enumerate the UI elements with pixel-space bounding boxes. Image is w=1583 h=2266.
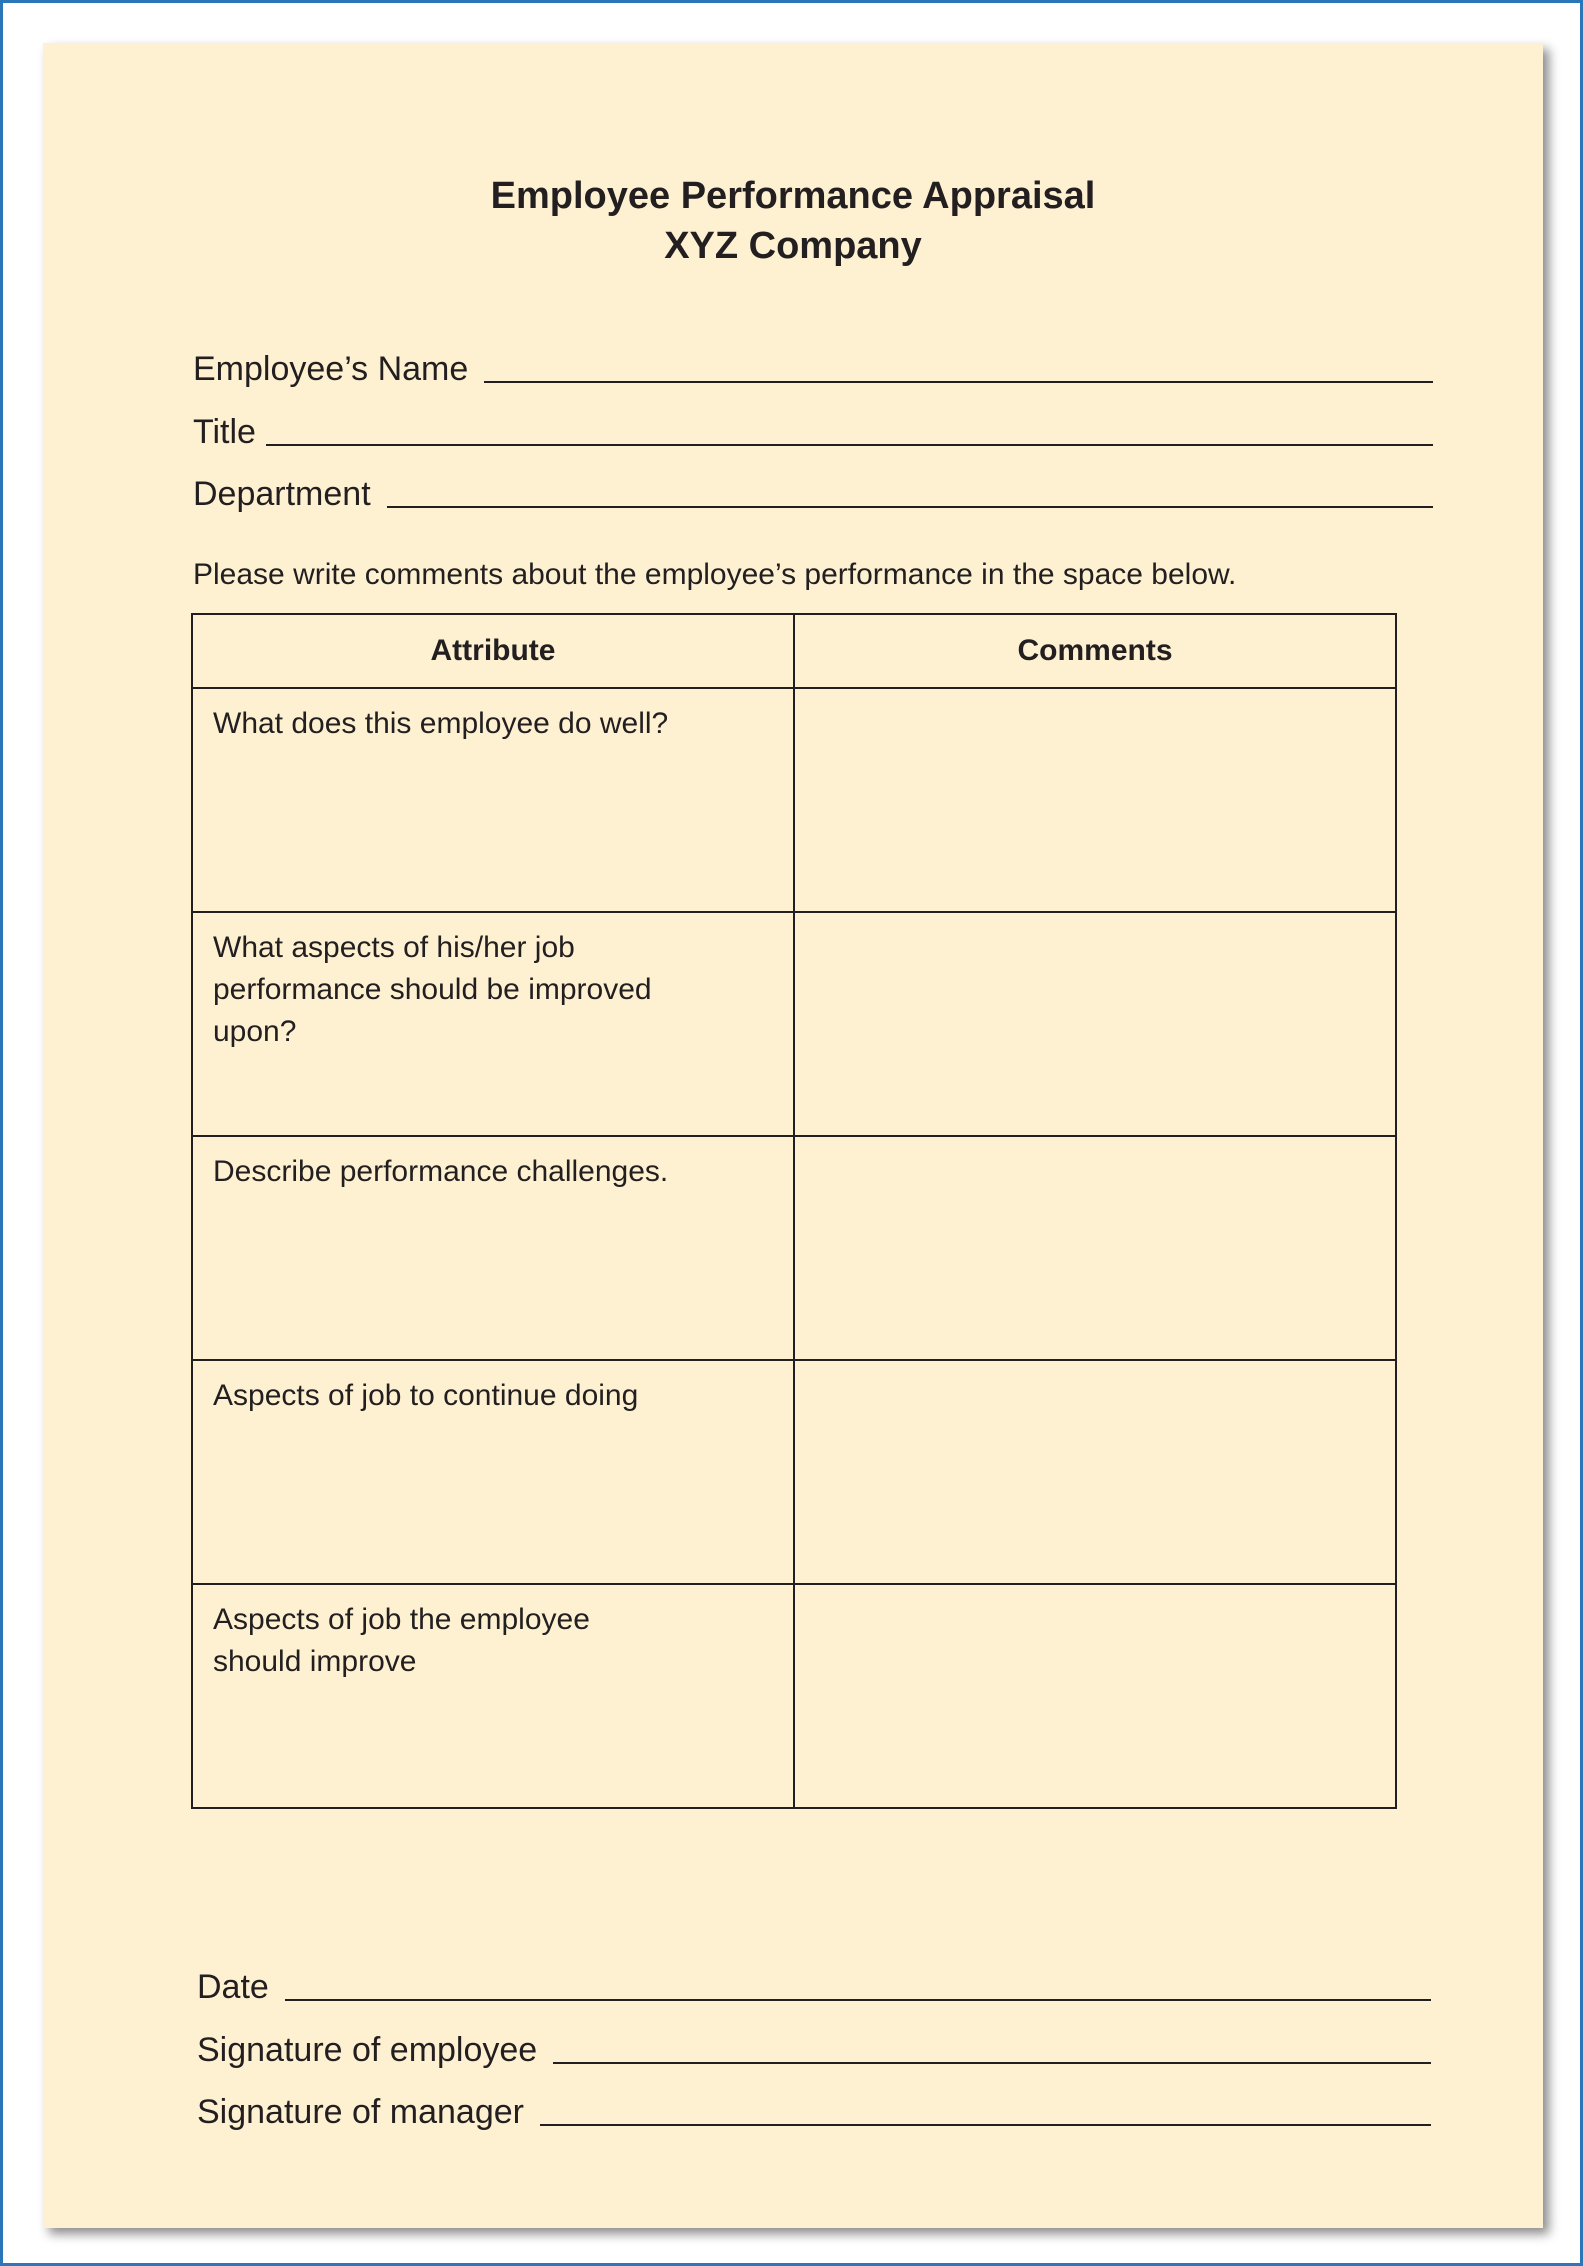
- form-sheet: [43, 43, 1543, 2228]
- form-title: Employee Performance Appraisal: [490, 175, 1096, 217]
- table-row: [192, 912, 1396, 1136]
- table-row: [192, 1584, 1396, 1808]
- department-line[interactable]: [387, 506, 1433, 508]
- column-header-comments: Comments: [794, 614, 1396, 688]
- date-field: [197, 1961, 1431, 2007]
- table-row: [192, 1136, 1396, 1360]
- date-label: Date: [197, 1968, 269, 2006]
- table-row: [192, 688, 1396, 912]
- date-line[interactable]: [285, 1999, 1431, 2001]
- department-field: [193, 468, 1433, 514]
- attribute-text: Aspects of job the employee should improve: [213, 1603, 590, 1678]
- comment-cell[interactable]: [794, 688, 1396, 912]
- attribute-cell: What does this employee do well?: [192, 688, 794, 912]
- appraisal-table: [191, 613, 1397, 1809]
- comment-cell[interactable]: [794, 1360, 1396, 1584]
- employee-name-field: [193, 343, 1433, 389]
- employee-name-label: Employee’s Name: [193, 350, 469, 388]
- comment-cell[interactable]: [794, 912, 1396, 1136]
- manager-signature-line[interactable]: [540, 2124, 1431, 2126]
- employee-signature-field: [197, 2024, 1431, 2070]
- attribute-cell: [192, 1584, 794, 1808]
- employee-name-line[interactable]: [484, 381, 1433, 383]
- title-field: [193, 406, 1433, 452]
- table-row: [192, 1360, 1396, 1584]
- attribute-cell: Describe performance challenges.: [192, 1136, 794, 1360]
- attribute-cell: [192, 912, 794, 1136]
- table-header-row: [192, 614, 1396, 688]
- comment-cell[interactable]: [794, 1584, 1396, 1808]
- employee-signature-label: Signature of employee: [197, 2031, 538, 2069]
- attribute-text: What aspects of his/her job performance should be improved upon?: [213, 931, 652, 1048]
- manager-signature-label: Signature of manager: [197, 2093, 524, 2131]
- column-header-attribute: Attribute: [192, 614, 794, 688]
- employee-signature-line[interactable]: [553, 2062, 1431, 2064]
- manager-signature-field: [197, 2086, 1431, 2132]
- department-label: Department: [193, 475, 371, 513]
- title-line[interactable]: [266, 444, 1433, 446]
- comment-cell[interactable]: [794, 1136, 1396, 1360]
- company-name: XYZ Company: [664, 225, 922, 267]
- attribute-cell: Aspects of job to continue doing: [192, 1360, 794, 1584]
- instructions-text: Please write comments about the employee’s performance in the space below.: [193, 558, 1237, 591]
- title-label: Title: [193, 413, 256, 451]
